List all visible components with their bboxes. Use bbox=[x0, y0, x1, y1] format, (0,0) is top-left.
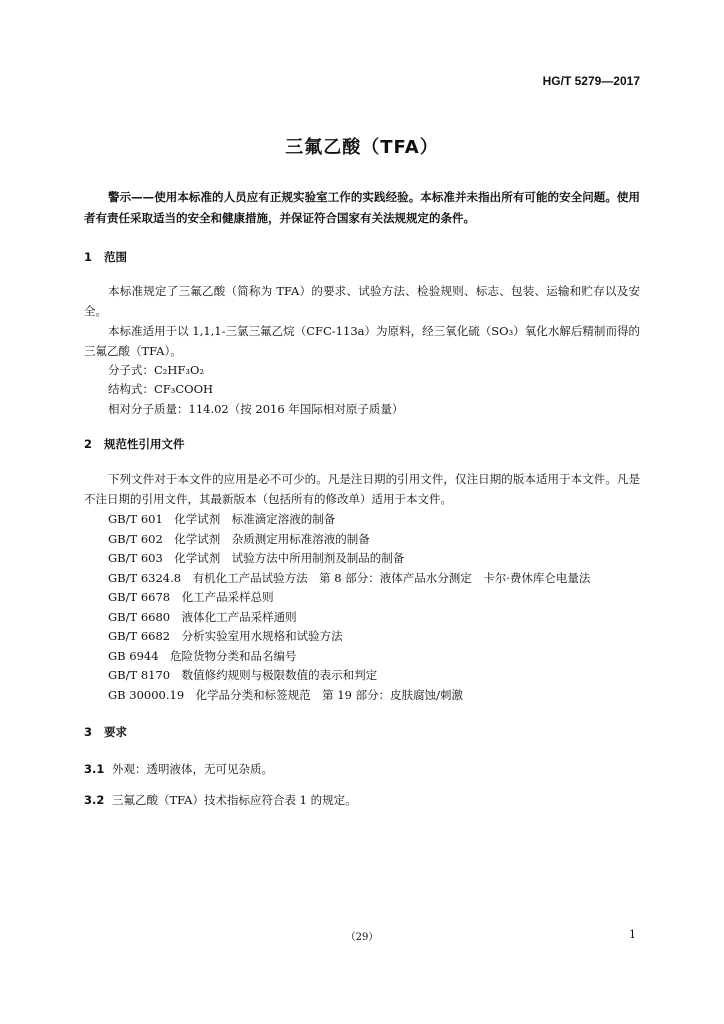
reference-item: GB/T 6682 分析实验室用水规格和试验方法 bbox=[108, 629, 343, 643]
section-1-heading bbox=[84, 249, 127, 265]
reference-item: GB/T 6678 化工产品采样总则 bbox=[108, 590, 274, 604]
footer-sequence-number: （29） bbox=[345, 932, 379, 943]
page-number: 1 bbox=[629, 928, 636, 941]
reference-item: GB/T 603 化学试剂 试验方法中所用制剂及制品的制备 bbox=[108, 551, 405, 565]
section-3-heading bbox=[84, 724, 127, 740]
reference-item: GB/T 8170 数值修约规则与极限数值的表示和判定 bbox=[108, 668, 378, 682]
requirement-3-1 bbox=[84, 761, 273, 777]
structural-formula: 结构式：CF₃COOH bbox=[108, 382, 214, 396]
requirement-3-2-number: 3.2 bbox=[84, 793, 105, 807]
requirement-3-2-text: 三氟乙酸（TFA）技术指标应符合表 1 的规定。 bbox=[112, 793, 357, 807]
requirement-3-1-number: 3.1 bbox=[84, 762, 105, 776]
molecular-formula: 分子式：C₂HF₃O₂ bbox=[108, 363, 205, 377]
section-3-number: 3 bbox=[84, 725, 93, 739]
section-3-title: 要求 bbox=[104, 725, 127, 739]
section-1-title: 范围 bbox=[104, 250, 127, 264]
reference-item: GB 6944 危险货物分类和品名编号 bbox=[108, 649, 297, 663]
molecular-mass: 相对分子质量：114.02（按 2016 年国际相对原子质量） bbox=[108, 402, 404, 416]
scope-paragraph-2: 本标准适用于以 1,1,1-三氯三氟乙烷（CFC-113a）为原料，经三氧化硫（SO₃）氧化水解后精制而得的三氟乙酸（TFA）。 bbox=[84, 324, 640, 358]
references-intro: 下列文件对于本文件的应用是必不可少的。凡是注日期的引用文件，仅注日期的版本适用于本文件。凡是不注日期的引用文件，其最新版本（包括所有的修改单）适用于本文件。 bbox=[84, 472, 640, 506]
document-title: 三氟乙酸（TFA） bbox=[285, 137, 439, 158]
section-2-title: 规范性引用文件 bbox=[104, 437, 185, 451]
scope-paragraph-1: 本标准规定了三氟乙酸（简称为 TFA）的要求、试验方法、检验规则、标志、包装、运输和贮存以及安全。 bbox=[84, 284, 640, 318]
requirement-3-1-text: 外观：透明液体，无可见杂质。 bbox=[112, 762, 273, 776]
standard-code: HG/T 5279—2017 bbox=[542, 74, 640, 88]
section-2-heading bbox=[84, 436, 185, 452]
section-2-number: 2 bbox=[84, 437, 93, 451]
warning-paragraph: 警示——使用本标准的人员应有正规实验室工作的实践经验。本标准并未指出所有可能的安全问题。使用者有责任采取适当的安全和健康措施，并保证符合国家有关法规规定的条件。 bbox=[84, 190, 640, 225]
reference-item: GB/T 6680 液体化工产品采样通则 bbox=[108, 610, 297, 624]
reference-item: GB 30000.19 化学品分类和标签规范 第 19 部分：皮肤腐蚀/刺激 bbox=[108, 688, 463, 702]
reference-item: GB/T 601 化学试剂 标准滴定溶液的制备 bbox=[108, 512, 336, 526]
reference-item: GB/T 6324.8 有机化工产品试验方法 第 8 部分：液体产品水分测定 卡尔·费休库仑电量法 bbox=[108, 571, 591, 585]
requirement-3-2 bbox=[84, 792, 357, 808]
section-1-number: 1 bbox=[84, 250, 93, 264]
reference-item: GB/T 602 化学试剂 杂质测定用标准溶液的制备 bbox=[108, 532, 370, 546]
